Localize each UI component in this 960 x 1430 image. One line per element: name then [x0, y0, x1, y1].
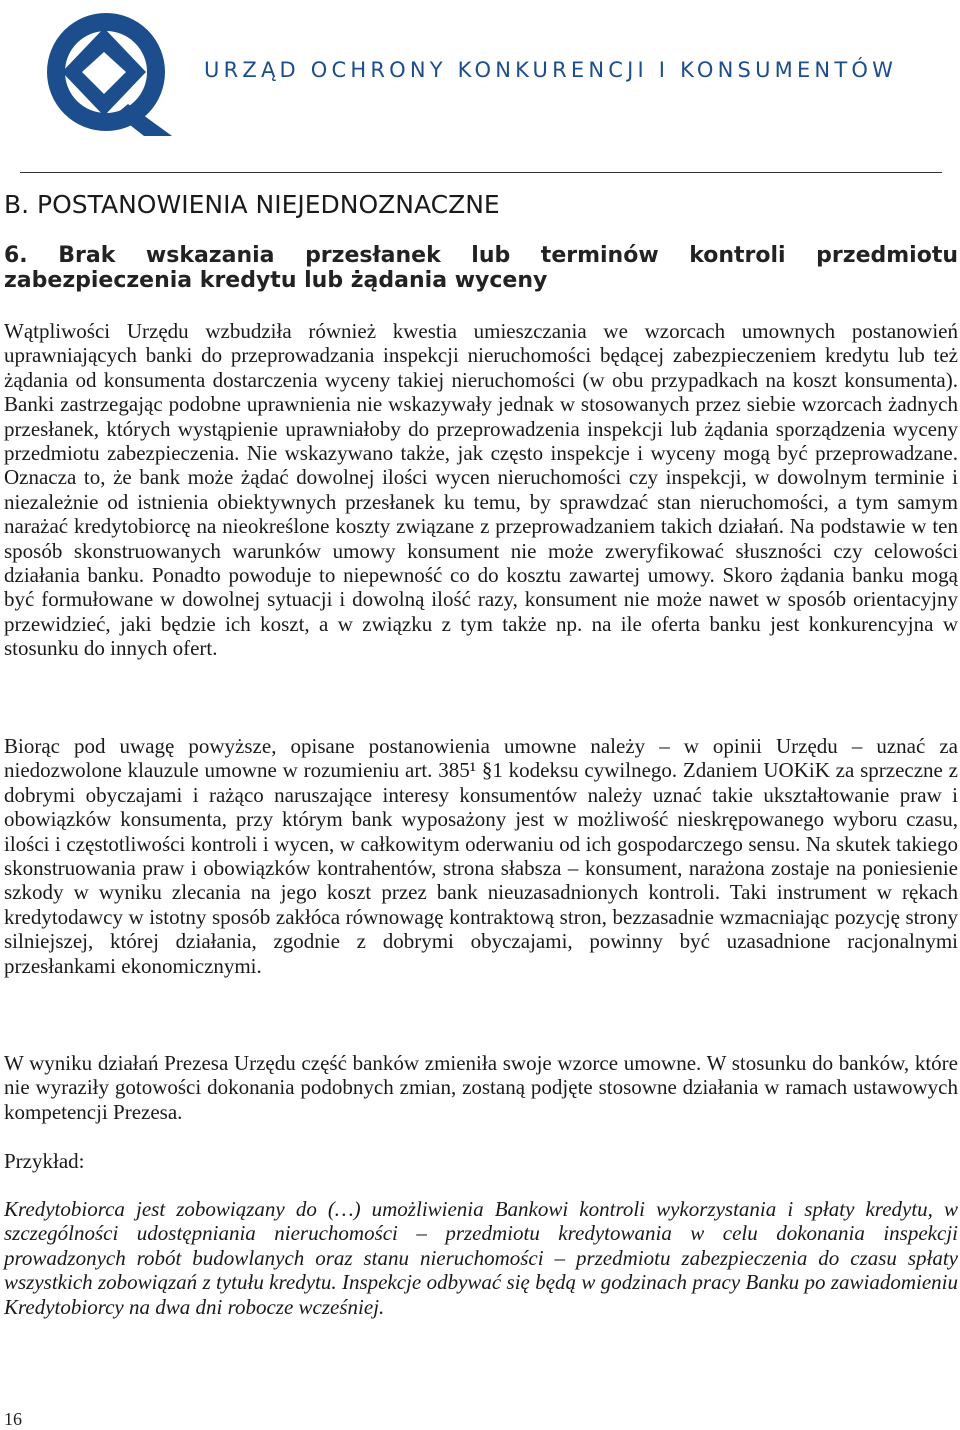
agency-name: URZĄD OCHRONY KONKURENCJI I KONSUMENTÓW — [204, 58, 898, 82]
subheading: 6. Brak wskazania przesłanek lub terminów kontroli przedmiotu zabezpieczenia kredytu lub żądania wyceny — [4, 243, 958, 293]
paragraph-2: Biorąc pod uwagę powyższe, opisane postanowienia umowne należy – w opinii Urzędu – uznać za niedozwolone klauzule umowne w rozumieniu art. 385¹ §1 kodeksu cywilnego. Zdaniem UOKiK za sprzeczne z dobrymi obyczajami i rażąco naruszające interesy konsumentów należy uznać takie ukształtowanie praw i obowiązków konsumenta, przy którym bank wyposażony jest w możliwość nieskrępowanego wyboru czasu, ilości i częstotliwości kontroli i wycen, w całkowitym oderwaniu od ich gospodarczego sensu. Na skutek takiego skonstruowania praw i obowiązków kontrahentów, strona słabsza – konsument, narażona zostaje na poniesienie szkody w wyniku zlecania na jego koszt przez bank nieuzasadnionych kontroli. Taki instrument w rękach kredytodawcy w istotny sposób zakłóca równowagę kontraktową stron, bezzasadnie wzmacniając pozycję strony silniejszej, której działania, zgodnie z dobrymi obyczajami, powinny być uzasadnione racjonalnymi przesłankami ekonomicznymi. — [4, 734, 958, 978]
uokik-logo-icon — [44, 8, 172, 136]
page-number: 16 — [4, 1409, 22, 1429]
paragraph-1: Wątpliwości Urzędu wzbudziła również kwestia umieszczania we wzorcach umownych postanowień uprawniających banki do przeprowadzania inspekcji nieruchomości będącej zabezpieczeniem kredytu lub też żądania od konsumenta dostarczenia wyceny takiej nieruchomości (w obu przypadkach na koszt konsumenta). Banki zastrzegając podobne uprawnienia nie wskazywały jednak w stosowanych przez siebie wzorcach żadnych przesłanek, których wystąpienie uprawniałoby do przeprowadzenia inspekcji lub żądania sporządzenia wyceny przedmiotu zabezpieczenia. Nie wskazywano także, jak często inspekcje i wyceny mogą być przeprowadzane. Oznacza to, że bank może żądać dowolnej ilości wycen nieruchomości czy inspekcji, w dowolnym terminie i niezależnie od istnienia obiektywnych przesłanek ku temu, by sprawdzać stan nieruchomości, a tym samym narażać kredytobiorcę na nieokreślone koszty związane z przeprowadzaniem takich działań. Na podstawie w ten sposób skonstruowanych warunków umowy konsument nie może zweryfikować słuszności czy celowości działania banku. Ponadto powoduje to niepewność co do kosztu zawartej umowy. Skoro żądania banku mogą być formułowane w dowolnej sytuacji i dowolną ilość razy, konsument nie może nawet w sposób orientacyjny przewidzieć, jaki będzie ich koszt, a w związku z tym także np. na ile oferta banku jest konkurencyjna w stosunku do innych ofert. — [4, 319, 958, 661]
example-label: Przykład: — [4, 1149, 85, 1173]
example-text: Kredytobiorca jest zobowiązany do (…) umożliwienia Bankowi kontroli wykorzystania i spłaty kredytu, w szczególności udostępniania nieruchomości – przedmiotu kredytowania w celu dokonania inspekcji prowadzonych robót budowlanych oraz stanu nieruchomości – przedmiotu zabezpieczenia do czasu spłaty wszystkich zobowiązań z tytułu kredytu. Inspekcje odbywać się będą w godzinach pracy Banku po zawiadomieniu Kredytobiorcy na dwa dni robocze wcześniej. — [4, 1197, 958, 1319]
section-title: B. POSTANOWIENIA NIEJEDNOZNACZNE — [4, 190, 500, 219]
header-divider — [20, 172, 942, 173]
paragraph-3: W wyniku działań Prezesa Urzędu część banków zmieniła swoje wzorce umowne. W stosunku do banków, które nie wyraziły gotowości dokonania podobnych zmian, zostaną podjęte stosowne działania w ramach ustawowych kompetencji Prezesa. — [4, 1051, 958, 1124]
